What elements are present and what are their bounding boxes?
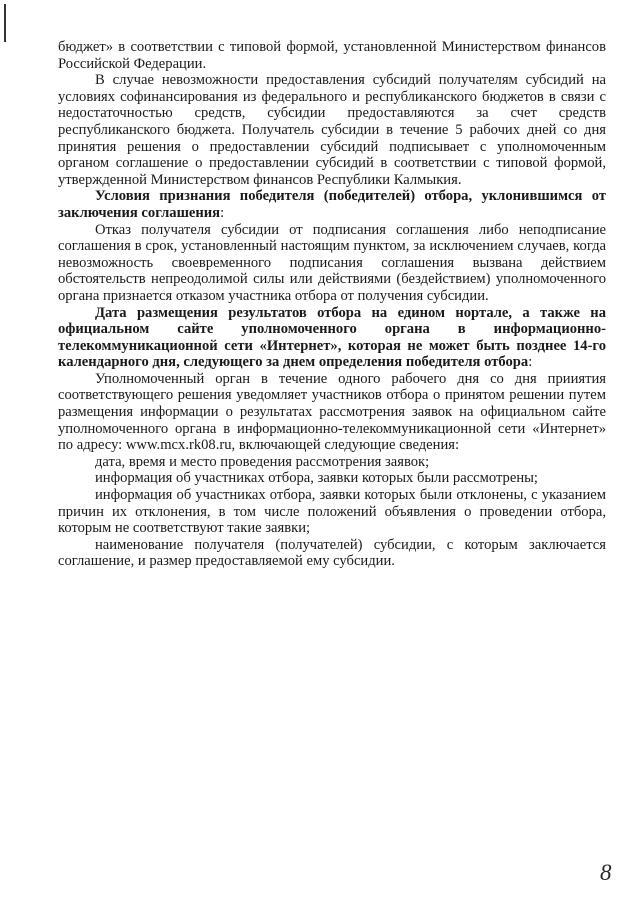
page-number: 8 [600,860,612,885]
heading-publication-date-colon: : [528,354,533,371]
paragraph-refusal: Отказ получателя субсидии от подписания соглашения либо неподписание соглашения в срок, установленный настоящим пунктом, за исключением случаев, когда невозможность своевременного подписания соглашения вызвана действием обстоятельств непреодолимой силы или действиями (бездействием) уполномоченного органа признается отказом участника отбора от получения субсидии. [58,221,606,304]
heading-refusal-conditions [58,188,606,221]
scan-edge-mark [4,4,6,42]
heading-refusal-conditions-colon: : [220,204,225,221]
heading-refusal-conditions-text: Условия признания победителя (победителей) отбора, уклонившимся от заключения соглашения [58,188,606,221]
list-item-recipient-name: наименование получателя (получателей) субсидии, с которым заключается соглашение, и размер предоставляемой ему субсидии. [58,536,606,570]
list-item-rejected-participants: информация об участниках отбора, заявки которых были отклонены, с указанием причин их отклонения, в том числе положений объявления о проведении отбора, которым не соответствуют такие заявки; [58,487,606,537]
paragraph-continuation: бюджет» в соответствии с типовой формой, установленной Министерством финансов Российской Федерации. [58,39,606,72]
document-body [58,39,606,570]
list-item-reviewed-participants: информация об участниках отбора, заявки которых были рассмотрены; [95,470,538,487]
paragraph-cofinancing: В случае невозможности предоставления субсидий получателям субсидий на условиях софинансирования из федерального и республиканского бюджетов в связи с недостаточностью средств, субсидии предоставляются за счет средств республиканского бюджета. Получатель субсидии в течение 5 рабочих дней со дня принятия решения о предоставлении субсидий подписывает с уполномоченным органом соглашение о предоставлении субсидий в соответствии с типовой формой, утвержденной Министерством финансов Республики Калмыкия. [58,72,606,188]
list-item-date-time-place: дата, время и место проведения рассмотрения заявок; [95,453,430,470]
heading-publication-date-text: Дата размещения результатов отбора на едином нортале, а также на официальном сайте уполномоченного органа в информационно-телекоммуникационной сети «Интернет», которая не может быть позднее 14-го календарного дня, следующего за днем определения победителя отбора [58,304,606,371]
heading-publication-date [58,305,606,371]
paragraph-notification: Уполномоченный орган в течение одного рабочего дня со дня прииятия соответствующего решения уведомляет участников отбора о принятом решении путем размещения информации о результатах рассмотрения заявок на официальном сайте уполномоченного органа в информационно-телекоммуникационной сети «Интернет» по адресу: www.mcx.rk08.ru, включающей следующие сведения: [58,370,606,454]
